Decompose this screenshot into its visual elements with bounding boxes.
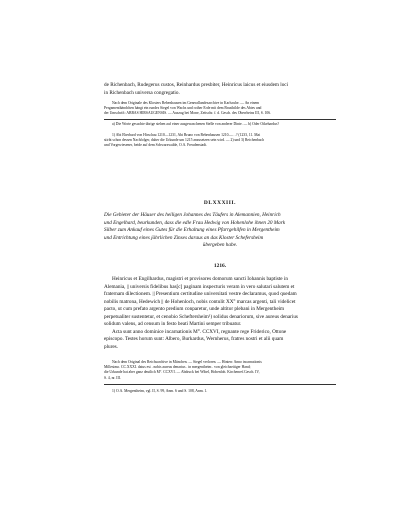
bottom-note-line: S. 4, nr. III. [104,375,121,380]
bottom-note-line: die Urkunde hat aber ganz deutlich M°. CCXVI. — Abdruck bei Wibel, Hohenloh. Kirchenref.Gesch. IV, [104,370,260,375]
body-line: solidum valens, ad censum in festo beati Martini semper tribuatur. [104,321,242,327]
body-line: perpetualiter sustentetur, et cenobio Scheftersheim¹) solidus denariorum, sive aureus denarius [104,313,298,320]
summary-line: und Engelhard, beurkunden, dass die edle Frau Hedwig von Hohenlohe ihnen 20 Mark [104,219,286,226]
divider [104,384,336,385]
source-note-line: der Umschrift: ABBAS HIRSAUGENSIS. — Auszug bei Mone, Zeitschr. f. d. Gesch. des Oberrheins III, S. 106. [104,111,272,116]
document-year: 1216. [213,263,227,269]
footnote-line: und Vorgewiesener, beide auf dem Schwarzwalde, O.A. Freudenstadt. [104,143,208,148]
top-text-line: in Richenbach universa congregatio. [104,89,180,96]
footnote-line: 1) Abt Eberhard von Hirschau 1210—1231, Abt Bruno von Bebenhausen 1210—…? (1233, 11. Mai [112,133,261,137]
document-number: DLXXXIII. [203,200,237,206]
footnote-line: 1) O.A. Mergentheim, vgl. II, S. 99, Anm. 6 und S. 108, Anm. 1. [112,389,208,393]
body-line: episcopo. Testes horum sunt: Albero, Burkardus, Wernherus, fratres nostri et alii quam [104,336,284,342]
bottom-source-note [104,360,336,381]
footnote-line: stirbt schon dessen Nachfolger, daher die Urkunde um 1215 anzusetzen sein wird. — 2) und 3) Reichenbach [104,138,265,143]
body-line: Heinricus et Engilhardus, magistri et provisores domorum sancti Iohannis baptiste in [112,276,288,282]
summary-line: übergeben habe. [202,242,238,248]
bottom-note-line: Millesimo. CC.XXXI. datus est . nobis aureus denarius . in mergentheim . von gleichzeitiger Hand; [104,365,251,370]
body-line: Alemania, || universis fidelibus has[c] paginam inspecturis veram in vero salutari salutem et [104,283,295,290]
top-text [104,82,336,97]
body-line: plures. [104,343,118,350]
body-line: Acta sunt anno dominice incarnationis M°. CCXVI, regnante rege Friderico, Ottone [112,328,287,335]
body-line: fraternam dilectionem. || Presentium certitudine universitati vestre declaramus, quod quedam [104,291,297,297]
footnotes-top [104,122,336,127]
source-note [104,101,336,117]
document-summary [104,212,336,250]
source-note-line: Pergamentbändchen hängt ein rundes Siegel von Wachs und rother Erde mit dem Brustbilde des Abtes und [104,106,262,111]
source-note-line: Nach dem Originale des Klosters Bebenhausen im Generallandesarchive in Karlsruhe. — An einem [112,101,260,105]
footnote-a: a) Die Worte gesuchte übrige stehen auf einer ausgewaschenen Stelle von anderer Dinte. — b) Oder Otkehardus? [112,122,280,126]
top-text-line: de Richenbach, Rudegerus custos, Reinhardus presbiter, Heinricus laicus et eiusdem loci [104,82,289,88]
bottom-note-line: Nach dem Original des Reichsarchive in München. — Siegel verloren. — Hinten: Anno incarnationis [112,360,262,364]
divider [104,119,336,120]
summary-line: Die Gebieter der Häuser des heiligen Johannes des Täufers in Alemannien, Heinrich [104,212,281,218]
body-line: nobilis matrona, Hedewich || de Hohenloch, nobis contulit XX° marcas argenti, tali videlicet [104,298,296,305]
document-body [104,276,336,351]
body-line: pacto, ut cum prefato argento predium conparetur, unde altitor plebani in Mergentheim [104,306,285,312]
footnote-1 [104,133,336,149]
footnote-bottom [104,389,336,394]
summary-line: Silber zum Ankauf eines Gutes für die Erhaltung eines Pfarrgehilfen in Mergentheim [104,227,280,233]
summary-line: und Entrichtung eines jährlichen Zinses daraus an das Kloster Schefersheim [104,234,264,241]
